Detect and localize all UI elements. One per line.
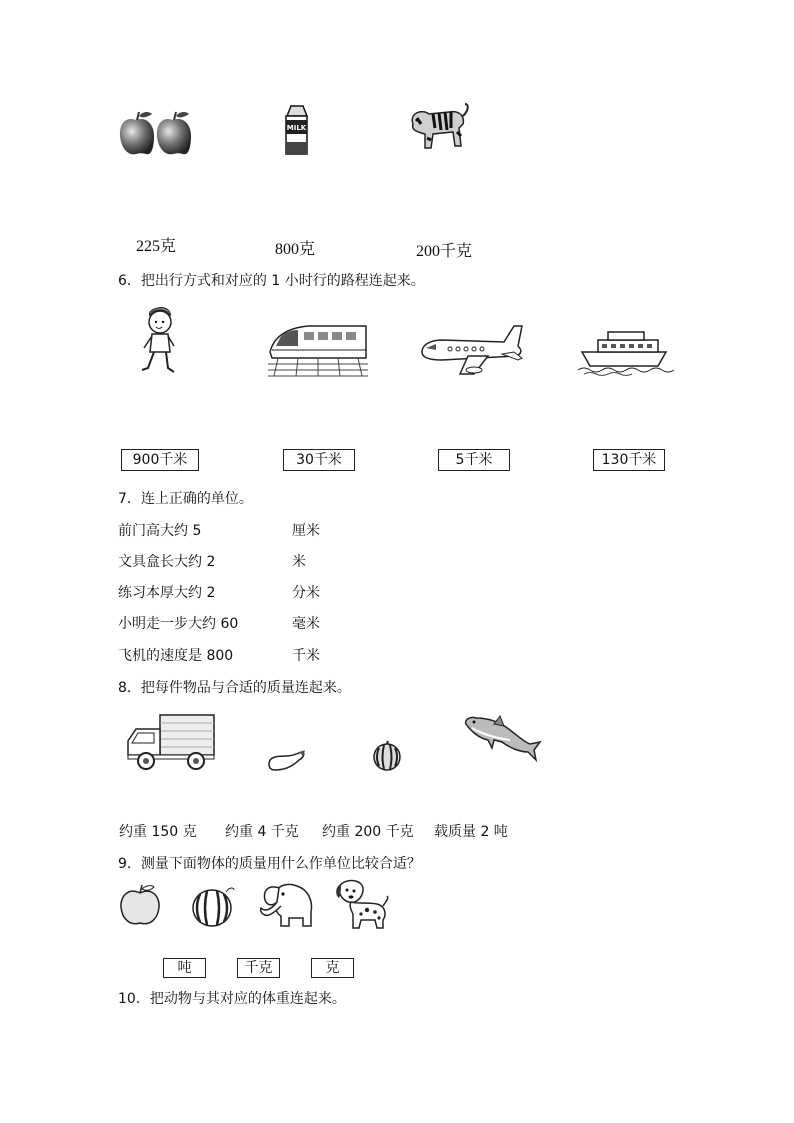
mass-choice-150g[interactable]: 约重 150 克 [119,824,197,840]
unit-box-ton[interactable]: 吨 [163,958,206,978]
length-item-notebook[interactable]: 练习本厚大约 2 [118,585,216,601]
length-item-step[interactable]: 小明走一步大约 60 [118,616,239,632]
watermelon-icon [190,884,236,928]
question-6-title: 6．把出行方式和对应的 1 小时行的路程连起来。 [118,273,425,289]
distance-box-30km[interactable]: 30千米 [283,449,355,471]
question-7-title: 7．连上正确的单位。 [118,491,253,507]
distance-box-900km[interactable]: 900千米 [121,449,199,471]
unit-dm[interactable]: 分米 [292,585,320,601]
unit-box-kilogram[interactable]: 千克 [237,958,280,978]
train-icon [268,322,368,378]
mass-choice-4kg[interactable]: 约重 4 千克 [225,824,299,840]
length-item-airplane-speed[interactable]: 飞机的速度是 800 [118,648,234,664]
mass-choice-2t[interactable]: 载质量 2 吨 [434,824,508,840]
mass-label-800g: 800克 [275,241,316,258]
milk-carton-icon [283,104,309,156]
svg-text:MILK: MILK [286,124,307,132]
walking-child-icon [138,306,180,378]
question-10-title: 10．把动物与其对应的体重连起来。 [118,991,346,1007]
unit-box-gram[interactable]: 克 [311,958,354,978]
apple-icon [118,883,162,927]
dolphin-icon [462,712,542,770]
elephant-icon [257,876,315,932]
watermelon-icon [371,740,403,772]
distance-box-130km[interactable]: 130千米 [593,449,665,471]
tiger-icon [403,102,471,156]
truck-icon [126,713,216,771]
unit-mm[interactable]: 毫米 [292,616,320,632]
unit-km[interactable]: 千米 [292,648,320,664]
ship-icon [578,330,676,376]
length-item-pencil-case[interactable]: 文具盒长大约 2 [118,554,216,570]
distance-box-5km[interactable]: 5千米 [438,449,510,471]
unit-cm[interactable]: 厘米 [292,523,320,539]
apples-icon [118,110,194,158]
mass-label-200kg: 200千克 [416,243,473,260]
mass-label-225g: 225克 [136,238,177,255]
mass-choice-200kg[interactable]: 约重 200 千克 [322,824,414,840]
puppy-icon [333,878,389,932]
airplane-icon [418,322,528,378]
length-item-door[interactable]: 前门高大约 5 [118,523,202,539]
question-8-title: 8．把每件物品与合适的质量连起来。 [118,680,351,696]
unit-m[interactable]: 米 [292,554,306,570]
eggplant-icon [265,748,307,772]
question-9-title: 9．测量下面物体的质量用什么作单位比较合适？ [118,856,421,872]
